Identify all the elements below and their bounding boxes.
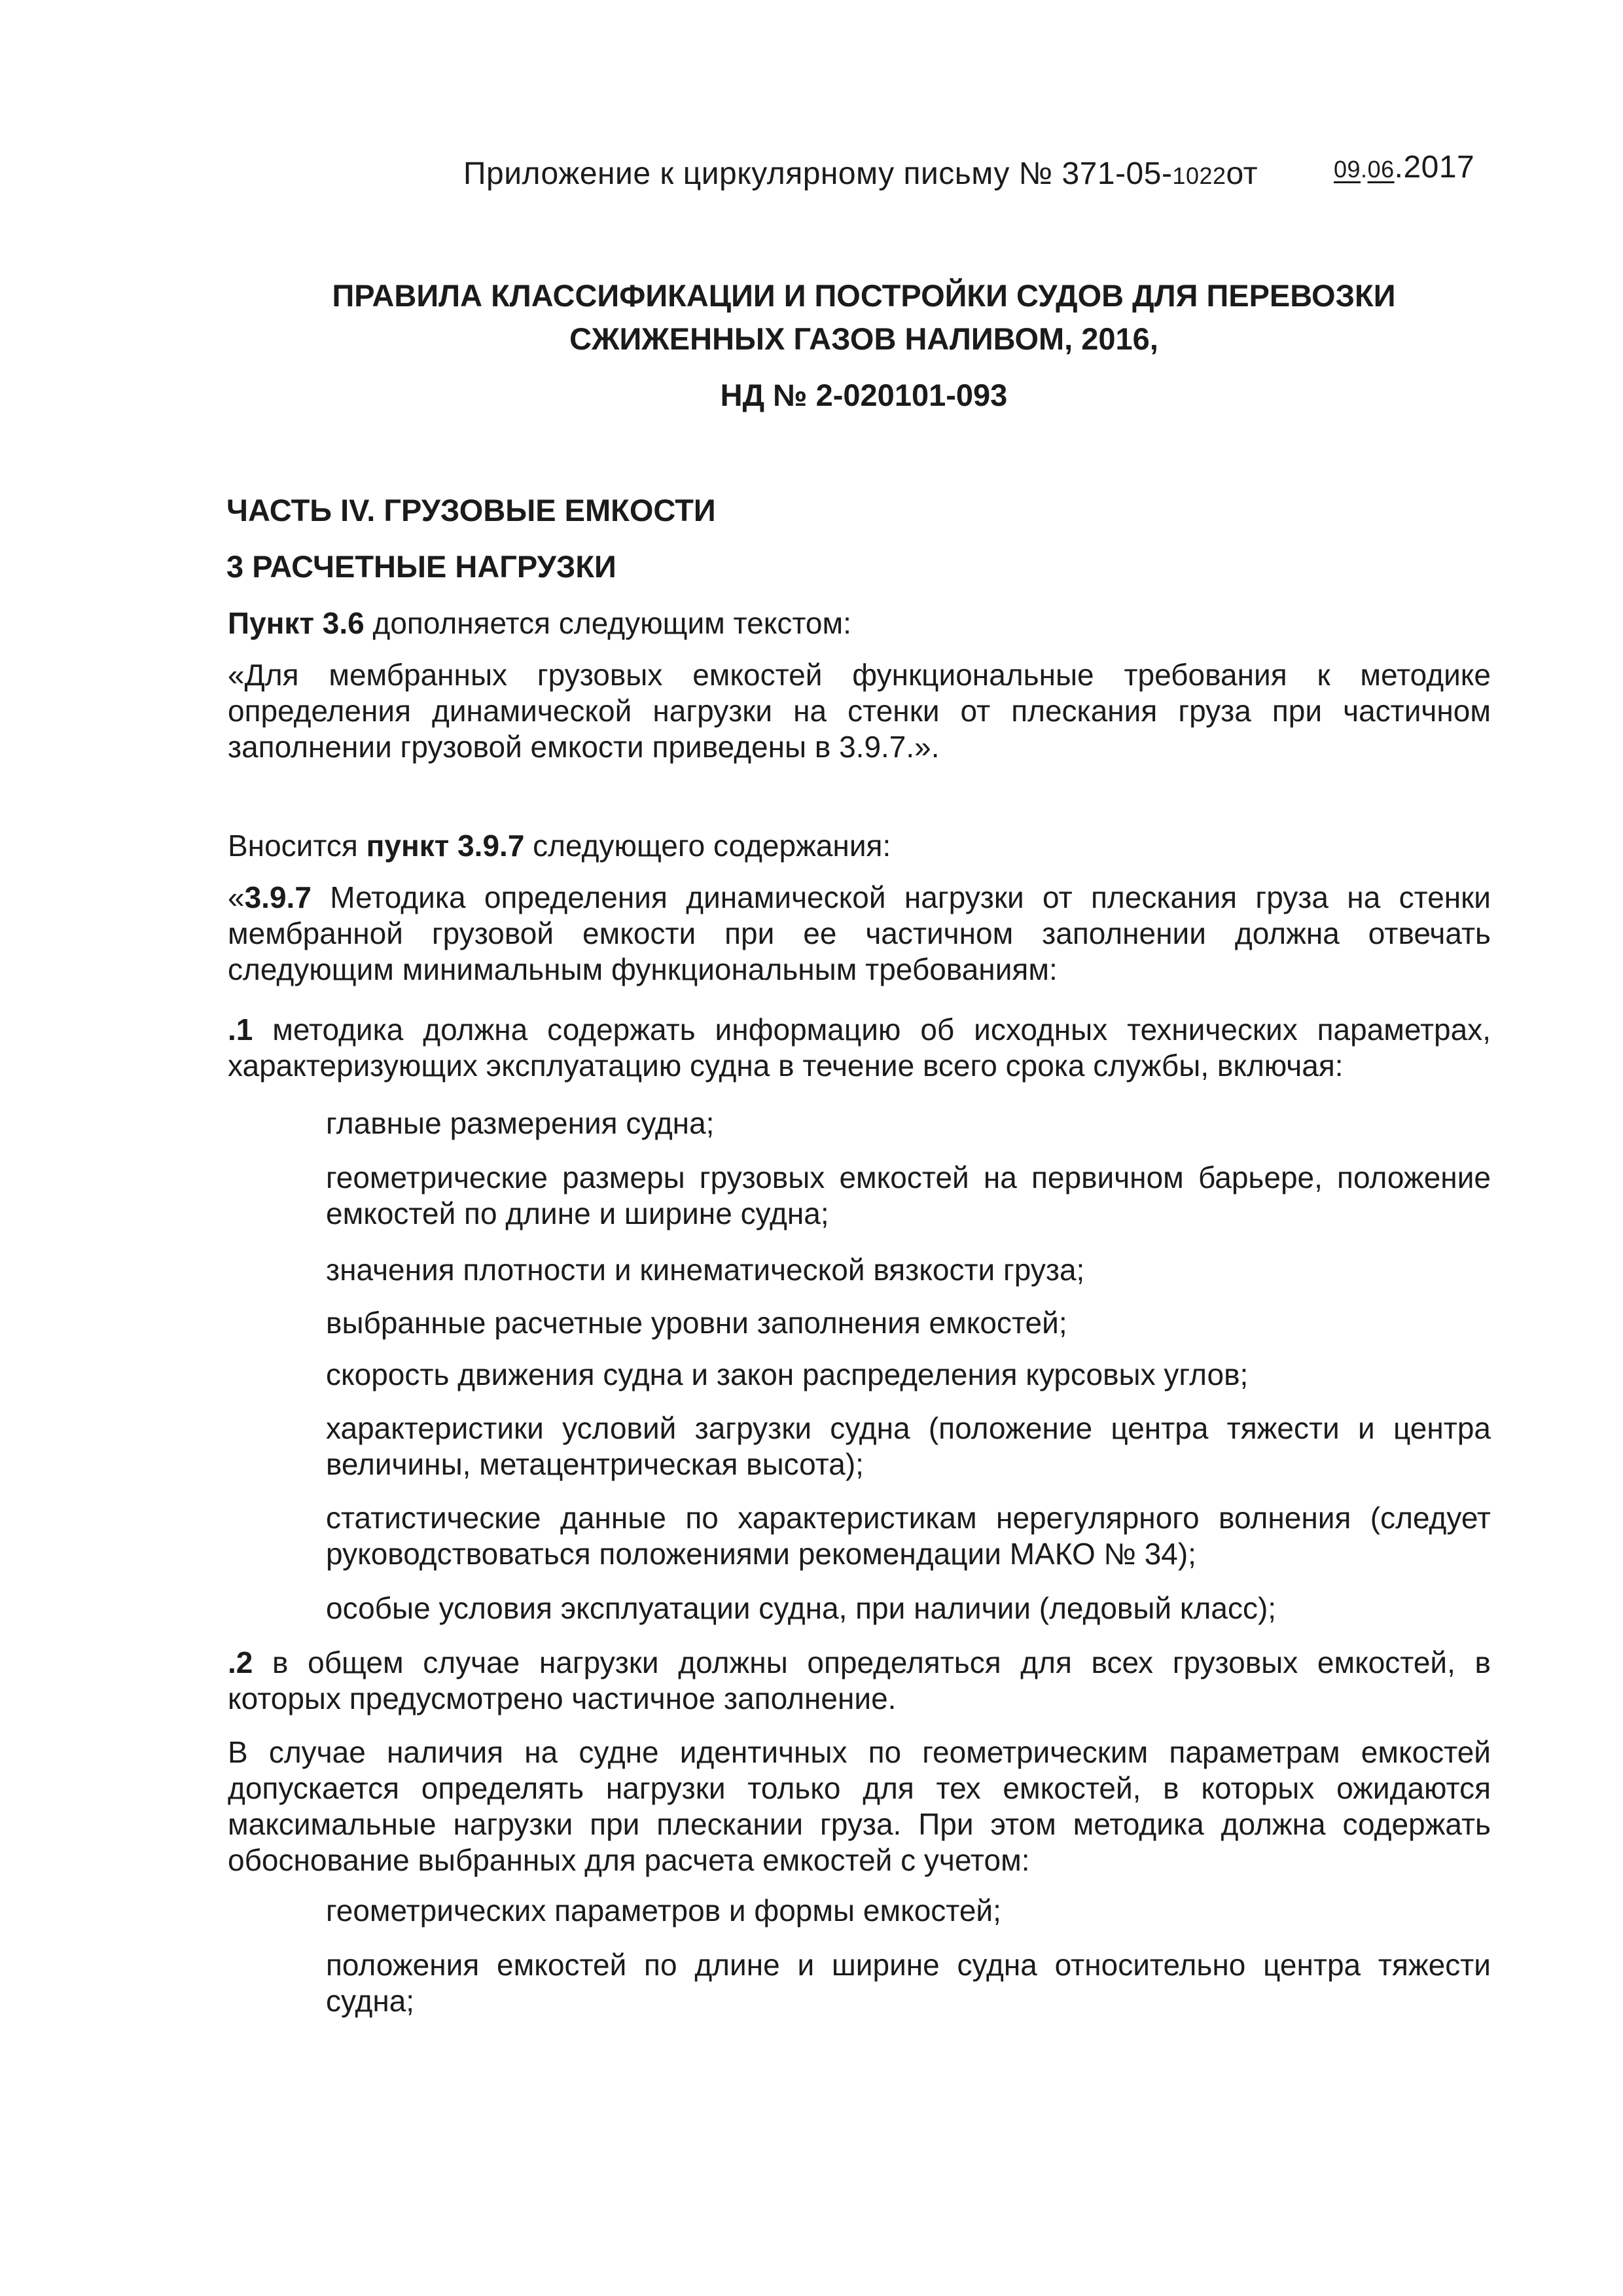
date-dot: . [1361,156,1368,183]
paragraph-identical-tanks: В случае наличия на судне идентичных по геометрическим параметрам емкостей допускается определять нагрузки только для тех емкостей, в которых ожидаются максимальные нагрузки при плескании груза. При этом методика должна содержать обоснование выбранных для расчета емкостей с учетом: [228,1735,1491,1877]
section-heading: 3 РАСЧЕТНЫЕ НАГРУЗКИ [226,549,616,584]
list-item: характеристики условий загрузки судна (положение центра тяжести и центра величины, метацентрическая высота); [326,1411,1491,1481]
document-number: НД № 2-020101-093 [720,378,1008,412]
paragraph-amendment-3-6: Пункт 3.6 дополняется следующим текстом: [228,606,851,640]
paragraph-insert-3-9-7: Вносится пункт 3.9.7 следующего содержания: [228,829,891,863]
document-title-line2: СЖИЖЕННЫХ ГАЗОВ НАЛИВОМ, 2016, [569,321,1158,356]
clause-ref-3-9-7: пункт 3.9.7 [366,829,525,863]
list-item: положения емкостей по длине и ширине судна относительно центра тяжести судна; [326,1948,1491,2018]
from-word: от [1226,156,1258,191]
list-item: главные размерения судна; [326,1106,715,1140]
date-day: 09 [1334,156,1361,183]
paragraph-quote-3-6: «Для мембранных грузовых емкостей функциональные требования к методике определения динамической нагрузки на стенки от плескания груза при частичном заполнении грузовой емкости приведены в 3.9.7.». [228,658,1491,764]
item-number-1: .1 [228,1013,253,1047]
clause-number-3-9-7: 3.9.7 [244,880,312,914]
list-item: статистические данные по характеристикам нерегулярного волнения (следует руководствоваться положениями рекомендации МАКО № 34); [326,1501,1491,1571]
clause-ref-3-6: Пункт 3.6 [228,606,365,640]
list-item: геометрические размеры грузовых емкостей на первичном барьере, положение емкостей по длине и ширине судна; [326,1160,1491,1230]
paragraph-item-2: .2 в общем случае нагрузки должны определяться для всех грузовых емкостей, в которых предусмотрено частичное заполнение. [228,1645,1491,1715]
list-item: значения плотности и кинематической вязкости груза; [326,1253,1085,1287]
letter-date [1334,149,1474,185]
paragraph-item-1: .1 методика должна содержать информацию об исходных технических параметрах, характеризующих эксплуатацию судна в течение всего срока службы, включая: [228,1013,1491,1083]
date-month: 06 [1367,156,1395,183]
list-item: особые условия эксплуатации судна, при наличии (ледовый класс); [326,1591,1277,1625]
date-year: .2017 [1394,150,1475,185]
appendix-header [463,150,1475,192]
appendix-header-prefix: Приложение к циркулярному письму № 371-05- [463,156,1173,191]
part-heading: ЧАСТЬ IV. ГРУЗОВЫЕ ЕМКОСТИ [226,493,716,528]
paragraph-clause-3-9-7: «3.9.7 Методика определения динамической нагрузки от плескания груза на стенки мембранной грузовой емкости при ее частичном заполнении должна отвечать следующим минимальным функциональным требованиям: [228,880,1491,986]
document-title-line1: ПРАВИЛА КЛАССИФИКАЦИИ И ПОСТРОЙКИ СУДОВ ДЛЯ ПЕРЕВОЗКИ [332,278,1396,313]
letter-number: 1022 [1172,162,1226,189]
item-number-2: .2 [228,1645,253,1679]
list-item: скорость движения судна и закон распределения курсовых углов; [326,1357,1249,1391]
list-item: геометрических параметров и формы емкостей; [326,1893,1001,1928]
list-item: выбранные расчетные уровни заполнения емкостей; [326,1306,1067,1340]
